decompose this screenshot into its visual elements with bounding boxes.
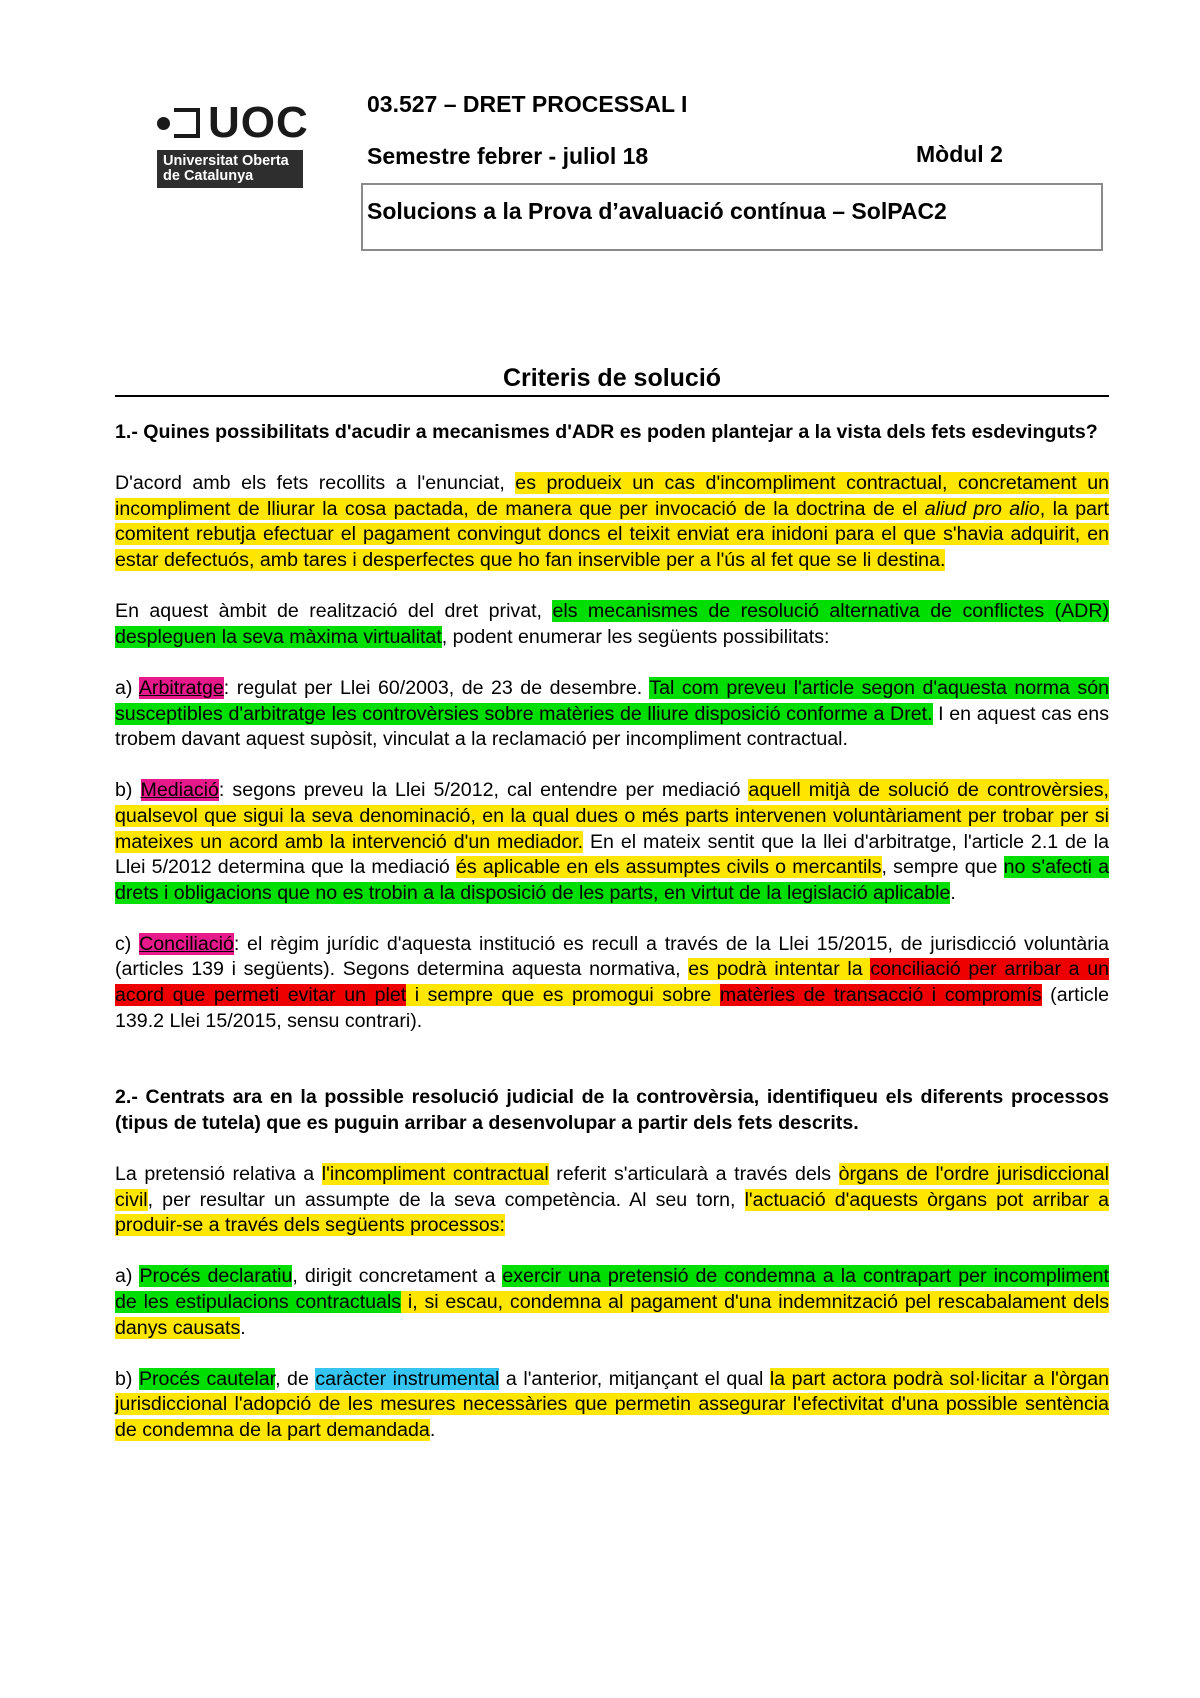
item-label-conciliacio: Conciliació	[139, 932, 234, 955]
text: En el mateix sentit que la llei d'arbitratge, l'article 2.1 de la Llei 5/2012 determina que la mediació	[115, 830, 1110, 879]
item-prefix: c)	[115, 932, 140, 955]
item-prefix: b)	[115, 779, 141, 802]
logo-bracket-icon	[174, 108, 200, 138]
highlight-red: conciliació per arribar a un acord que permeti evitar un plet	[115, 958, 1109, 1007]
q2-item-b	[115, 1367, 1109, 1444]
uoc-logo	[157, 100, 315, 198]
uoc-logo-mark	[157, 100, 315, 146]
title-rule	[115, 395, 1109, 397]
logo-university-name	[157, 150, 303, 188]
item-prefix: a)	[115, 676, 139, 699]
text: es produeix un cas d'incompliment contractual, concretament un incompliment de lliurar la cosa pactada, de manera que per invocació de la doctrina de el	[115, 472, 1110, 520]
highlight-yellow: es podrà intentar la	[688, 958, 871, 981]
item-label-proces-cautelar: Procés cautelar	[138, 1367, 276, 1390]
highlight-yellow: l'actuació d'aquests òrgans pot arribar a produir-se a través dels següents processos:	[115, 1188, 1109, 1237]
highlight-yellow: òrgans de l'ordre jurisdiccional civil	[115, 1163, 1110, 1211]
highlight-green: els mecanismes de resolució alternativa de conflictes (ADR) despleguen la seva màxima virtualitat	[115, 600, 1109, 648]
highlight-yellow: és aplicable en els assumptes civils o mercantils	[456, 856, 882, 879]
text: : regulat per Llei 60/2003, de 23 de desembre.	[223, 676, 650, 699]
text: , de	[275, 1367, 316, 1390]
highlight-red: matèries de transacció i compromís	[719, 984, 1042, 1007]
text: : el règim jurídic d'aquesta institució es recull a través de la Llei 15/2015, de jurisdicció voluntària (articles 139 i següents). Segons determina aquesta normativa,	[115, 932, 1109, 981]
highlight-green: exercir una pretensió de condemna a la contrapart per incompliment de les estipulacions contractuals	[115, 1265, 1109, 1313]
text: , la part comitent rebutja efectuar el pagament convingut doncs el teixit enviat era inidoni para el que s'havia adquirit, en estar defectuós, amb tares i desperfectes que ho fan inservible per a l'ús al fet que se li destina.	[115, 497, 1109, 571]
text: a l'anterior, mitjançant el qual	[499, 1367, 770, 1390]
text: (article 139.2 Llei 15/2015, sensu contrari).	[115, 984, 1109, 1032]
logo-dot-icon	[157, 117, 170, 130]
text: En aquest àmbit de realització del dret privat,	[115, 600, 553, 623]
q2-item-a	[115, 1264, 1109, 1341]
text-italic: aliud pro alio	[924, 497, 1040, 520]
q1-paragraph-1	[115, 471, 1109, 573]
item-prefix: a)	[115, 1265, 140, 1288]
document-body	[115, 420, 1109, 1469]
q2-paragraph-1	[115, 1162, 1109, 1239]
text: , per resultar un assumpte de la seva competència. Al seu torn,	[147, 1188, 745, 1211]
subtitle: Solucions a la Prova d’avaluació contínua – SolPAC2	[367, 198, 947, 224]
text: , dirigit concretament a	[292, 1265, 503, 1288]
text: D'acord amb els fets recollits a l'enunciat,	[115, 472, 516, 495]
item-label-arbitratge: Arbitratge	[138, 676, 224, 699]
item-prefix: b)	[115, 1367, 139, 1390]
text: , podent enumerar les següents possibilitats:	[441, 625, 830, 648]
q1-item-b	[115, 778, 1109, 906]
q1-paragraph-2	[115, 599, 1109, 650]
item-label-mediacio: Mediació	[140, 779, 219, 802]
highlight-cyan: caràcter instrumental	[315, 1367, 500, 1390]
logo-letters: UOC	[208, 98, 309, 147]
question-1: 1.- Quines possibilitats d'acudir a mecanismes d'ADR es poden plantejar a la vista dels fets esdevinguts?	[115, 421, 1098, 443]
text: .	[429, 1418, 436, 1441]
logo-line-1: Universitat Oberta	[163, 153, 289, 169]
text: .	[240, 1316, 246, 1339]
course-title: 03.527 – DRET PROCESSAL I	[367, 91, 688, 117]
highlight-green: no s'afecti a drets i obligacions que no es trobin a la disposició de les parts, en virtut de la legislació aplicable	[115, 856, 1110, 904]
text: I en aquest cas ens trobem davant aquest supòsit, vinculat a la reclamació per incompliment contractual.	[115, 702, 1109, 751]
q1-item-a	[115, 676, 1109, 753]
item-label-proces-declaratiu: Procés declaratiu	[139, 1265, 293, 1288]
text: , sempre que	[881, 856, 1004, 879]
highlight-yellow: l'incompliment contractual	[321, 1163, 549, 1186]
logo-line-2: de Catalunya	[163, 168, 254, 184]
highlight-yellow: la part actora podrà sol·licitar a l'òrgan jurisdiccional l'adopció de les mesures necessàries que permetin assegurar l'efectivitat d'una possible sentència de condemna de la part demandada	[115, 1367, 1109, 1441]
text: : segons preveu la Llei 5/2012, cal entendre per mediació	[218, 779, 749, 802]
highlight-yellow: i sempre que es promogui sobre	[406, 984, 720, 1007]
semester: Semestre febrer - juliol 18	[367, 143, 649, 169]
highlight-yellow: i, si escau, condemna al pagament d'una indemnització pel rescabalament dels danys causats	[115, 1291, 1110, 1339]
question-2: 2.- Centrats ara en la possible resolució judicial de la controvèrsia, identifiqueu els diferents processos (tipus de tutela) que es puguin arribar a desenvolupar a partir dels fets descrits.	[115, 1086, 1109, 1134]
q1-item-c	[115, 932, 1109, 1034]
highlight-yellow: aquell mitjà de solució de controvèrsies, qualsevol que sigui la seva denominació, en la qual dues o més parts intervenen voluntàriament per trobar per si mateixes un acord amb la intervenció d'un mediador.	[115, 779, 1109, 853]
highlight-green: Tal com preveu l'article segon d'aquesta norma són susceptibles d'arbitratge les controvèrsies sobre matèries de lliure disposició conforme a Dret.	[115, 676, 1109, 725]
text: La pretensió relativa a	[115, 1163, 322, 1186]
text: .	[950, 881, 956, 904]
module: Mòdul 2	[916, 141, 1003, 167]
text: referit s'articularà a través dels	[548, 1163, 839, 1186]
page-title: Criteris de solució	[502, 364, 722, 392]
